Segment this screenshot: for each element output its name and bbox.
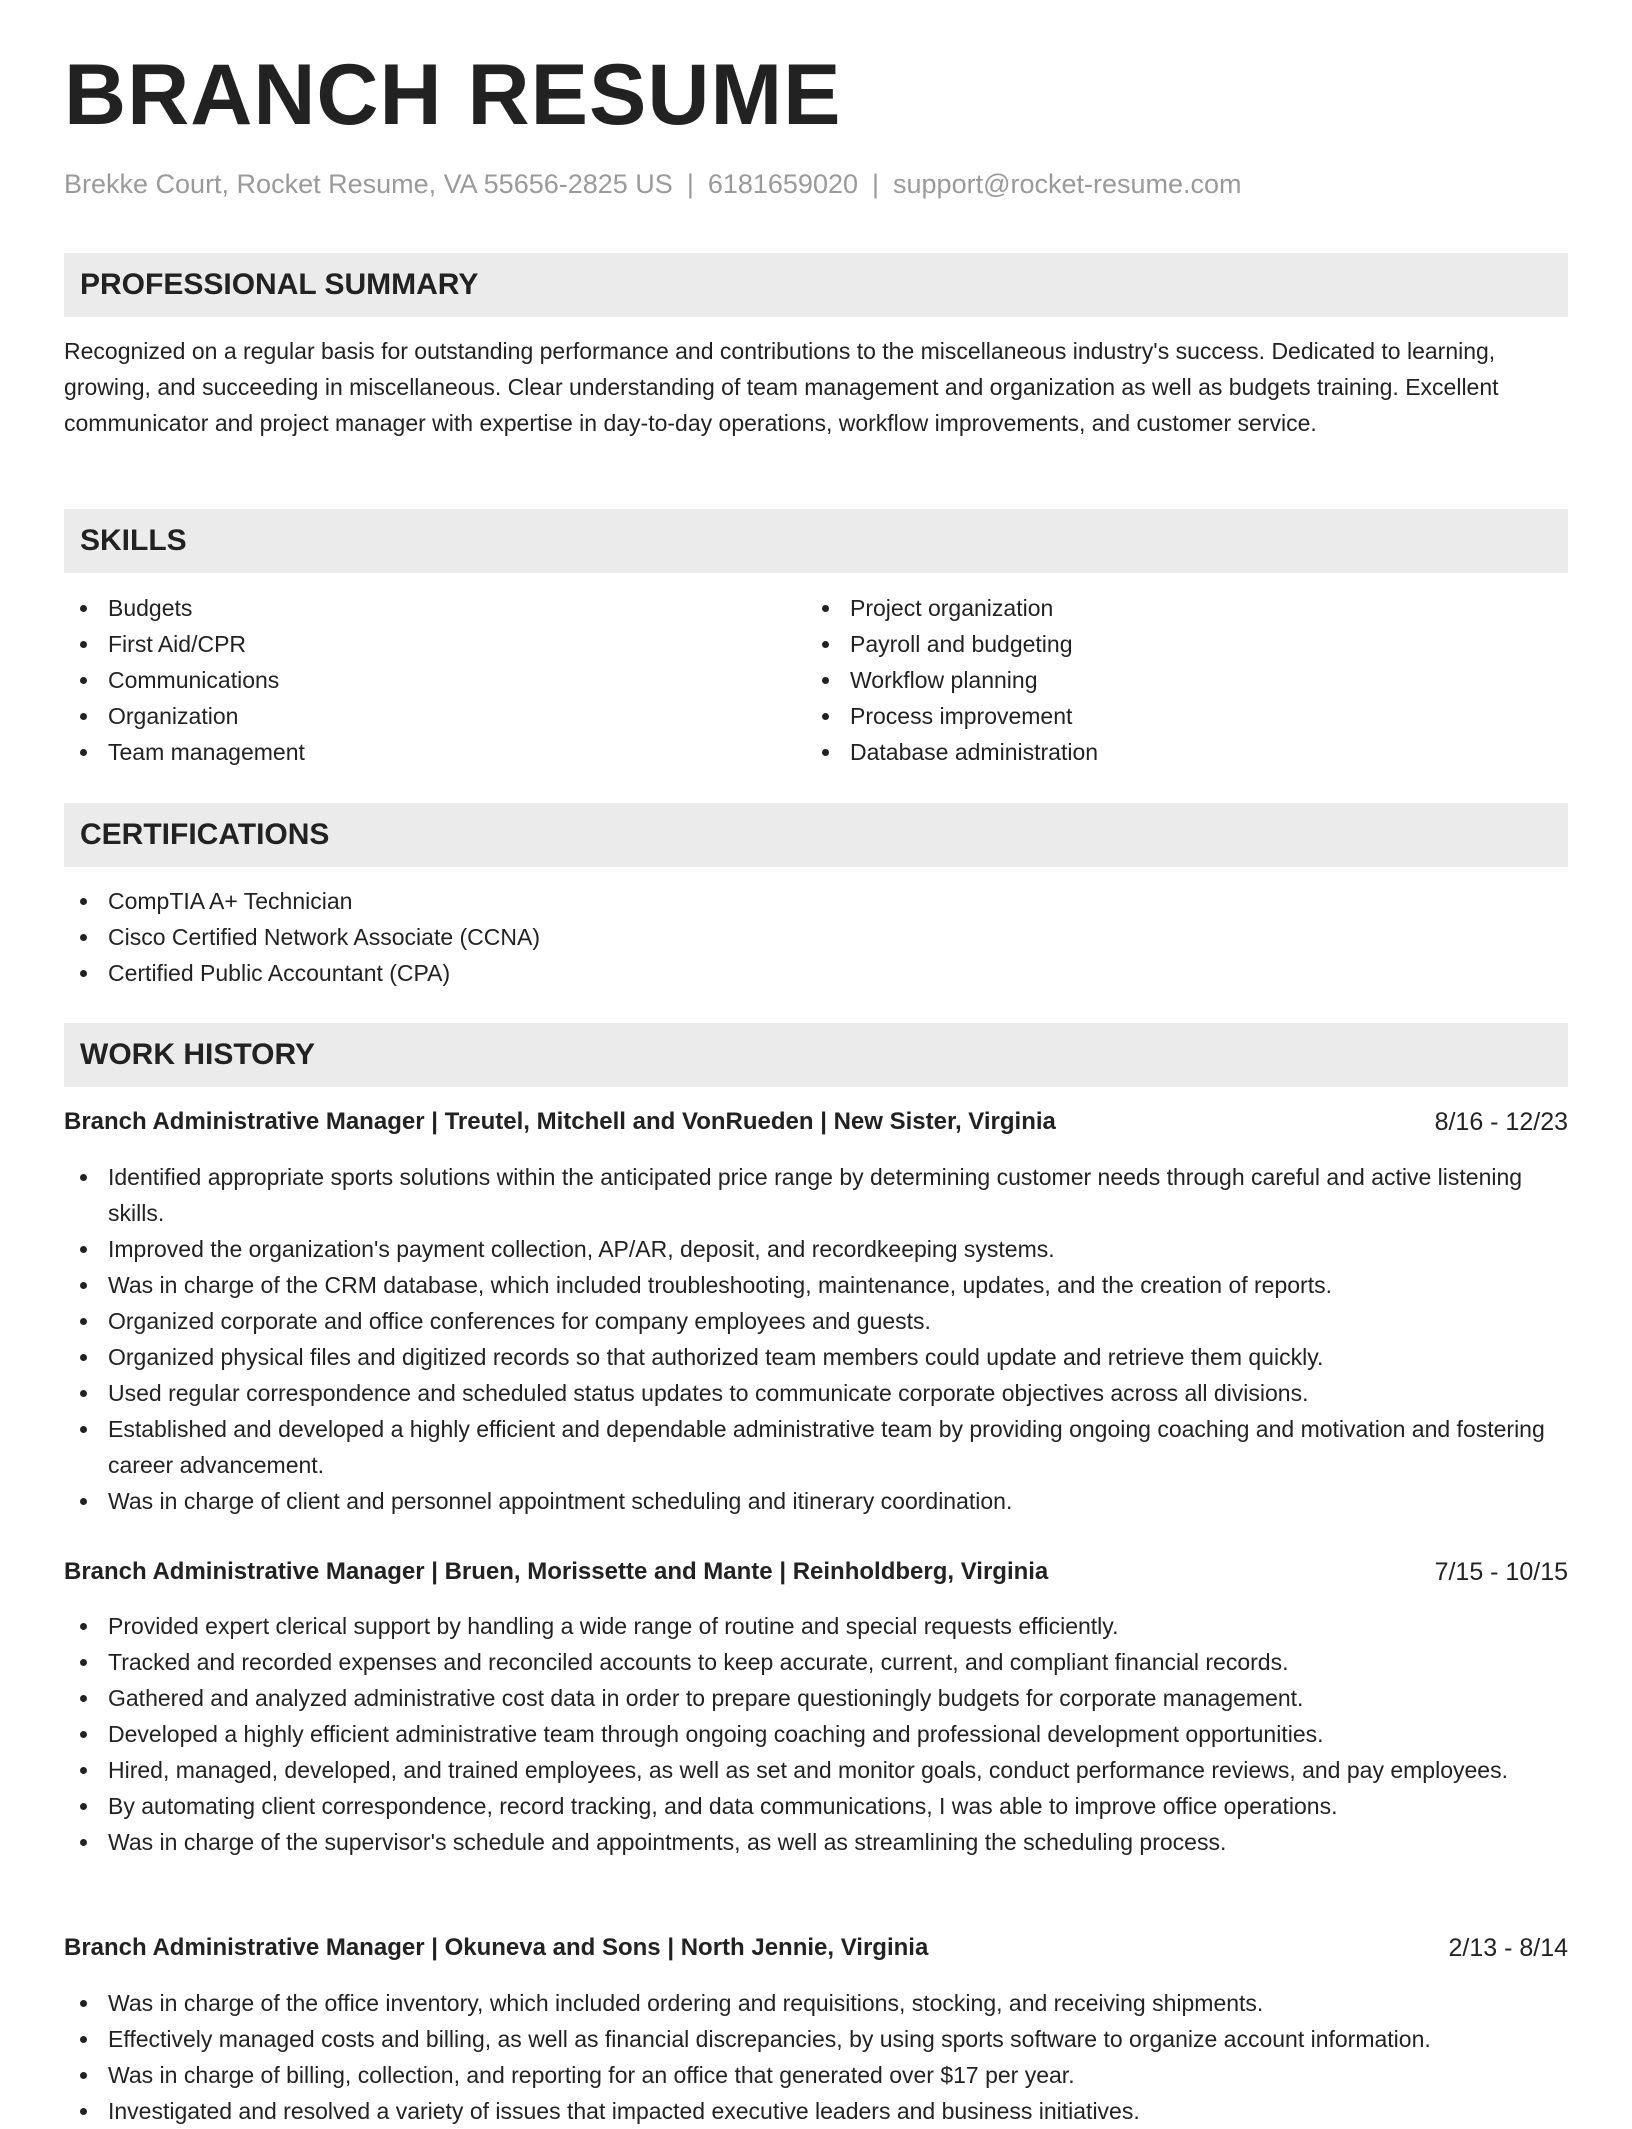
section-header-work-history: WORK HISTORY [64,1023,1568,1087]
job-title-3 [64,1930,1568,1966]
job-title-text: Branch Administrative Manager | Treutel, Mitchell and VonRueden | New Sister, Virginia [64,1108,1056,1135]
skill-item: Payroll and budgeting [806,626,1546,662]
contact-address: Brekke Court, Rocket Resume, VA 55656-2825 US [64,169,673,199]
job-dates: 8/16 - 12/23 [1434,1108,1568,1136]
section-header-skills: SKILLS [64,509,1568,573]
professional-summary-text: Recognized on a regular basis for outstanding performance and contributions to the miscellaneous industry's success. Dedicated to learning, growing, and succeeding in miscellaneous. Clear understanding of team management and organization as well as budgets training. Excellent communicator and project manager with expertise in day-to-day operations, workflow improvements, and customer service. [64,338,1499,436]
job-bullet: Tracked and recorded expenses and reconciled accounts to keep accurate, current, and compliant financial records. [64,1644,1568,1680]
job-dates: 7/15 - 10/15 [1434,1558,1568,1586]
certification-item: Cisco Certified Network Associate (CCNA) [64,919,1568,955]
job-bullet: Was in charge of the supervisor's schedule and appointments, as well as streamlining the scheduling process. [64,1824,1568,1860]
skill-item: Workflow planning [806,662,1546,698]
contact-email[interactable]: support@rocket-resume.com [893,169,1242,199]
skill-item: Budgets [64,590,804,626]
job-bullet: Was in charge of client and personnel appointment scheduling and itinerary coordination. [64,1483,1568,1519]
job-bullet: Identified appropriate sports solutions within the anticipated price range by determining customer needs through careful and active listening skills. [64,1159,1568,1231]
skill-item: First Aid/CPR [64,626,804,662]
job-bullets-2 [64,1608,1568,1860]
certification-item: Certified Public Accountant (CPA) [64,955,1568,991]
job-title-text: Branch Administrative Manager | Okuneva and Sons | North Jennie, Virginia [64,1934,929,1961]
section-header-certifications: CERTIFICATIONS [64,803,1568,867]
resume-name: BRANCH RESUME [64,47,842,143]
job-bullet: Organized physical files and digitized records so that authorized team members could update and retrieve them quickly. [64,1339,1568,1375]
certification-item: CompTIA A+ Technician [64,883,1568,919]
contact-line [64,169,1242,200]
job-bullet: Hired, managed, developed, and trained employees, as well as set and monitor goals, conduct performance reviews, and pay employees. [64,1752,1568,1788]
job-bullet: Was in charge of the office inventory, which included ordering and requisitions, stocking, and receiving shipments. [64,1985,1568,2021]
job-bullet: Investigated and resolved a variety of issues that impacted executive leaders and business initiatives. [64,2093,1568,2129]
contact-separator: | [872,169,880,199]
skill-item: Project organization [806,590,1546,626]
contact-phone: 6181659020 [707,169,858,199]
job-bullet: Was in charge of billing, collection, and reporting for an office that generated over $17 per year. [64,2057,1568,2093]
job-title-text: Branch Administrative Manager | Bruen, Morissette and Mante | Reinholdberg, Virginia [64,1558,1049,1585]
job-bullet: Improved the organization's payment collection, AP/AR, deposit, and recordkeeping systems. [64,1231,1568,1267]
skill-item: Communications [64,662,804,698]
skill-item: Process improvement [806,698,1546,734]
job-bullet: Provided expert clerical support by handling a wide range of routine and special requests efficiently. [64,1608,1568,1644]
skill-item: Database administration [806,734,1546,770]
job-title-1 [64,1104,1568,1140]
skills-list-left [64,590,804,770]
job-title-2 [64,1554,1568,1590]
skills-list-right [806,590,1546,770]
skill-item: Team management [64,734,804,770]
job-bullet: Organized corporate and office conferences for company employees and guests. [64,1303,1568,1339]
job-bullet: Established and developed a highly efficient and dependable administrative team by providing ongoing coaching and motivation and fostering career advancement. [64,1411,1568,1483]
job-bullets-3 [64,1985,1568,2129]
contact-separator: | [686,169,694,199]
certifications-list [64,883,1568,991]
skill-item: Organization [64,698,804,734]
job-bullet: By automating client correspondence, record tracking, and data communications, I was able to improve office operations. [64,1788,1568,1824]
job-bullet: Developed a highly efficient administrative team through ongoing coaching and professional development opportunities. [64,1716,1568,1752]
job-bullet: Used regular correspondence and scheduled status updates to communicate corporate objectives across all divisions. [64,1375,1568,1411]
job-bullets-1 [64,1159,1568,1519]
job-dates: 2/13 - 8/14 [1448,1934,1568,1962]
job-bullet: Effectively managed costs and billing, as well as financial discrepancies, by using sports software to organize account information. [64,2021,1568,2057]
job-bullet: Was in charge of the CRM database, which included troubleshooting, maintenance, updates, and the creation of reports. [64,1267,1568,1303]
job-bullet: Gathered and analyzed administrative cost data in order to prepare questioningly budgets for corporate management. [64,1680,1568,1716]
section-header-summary: PROFESSIONAL SUMMARY [64,253,1568,317]
